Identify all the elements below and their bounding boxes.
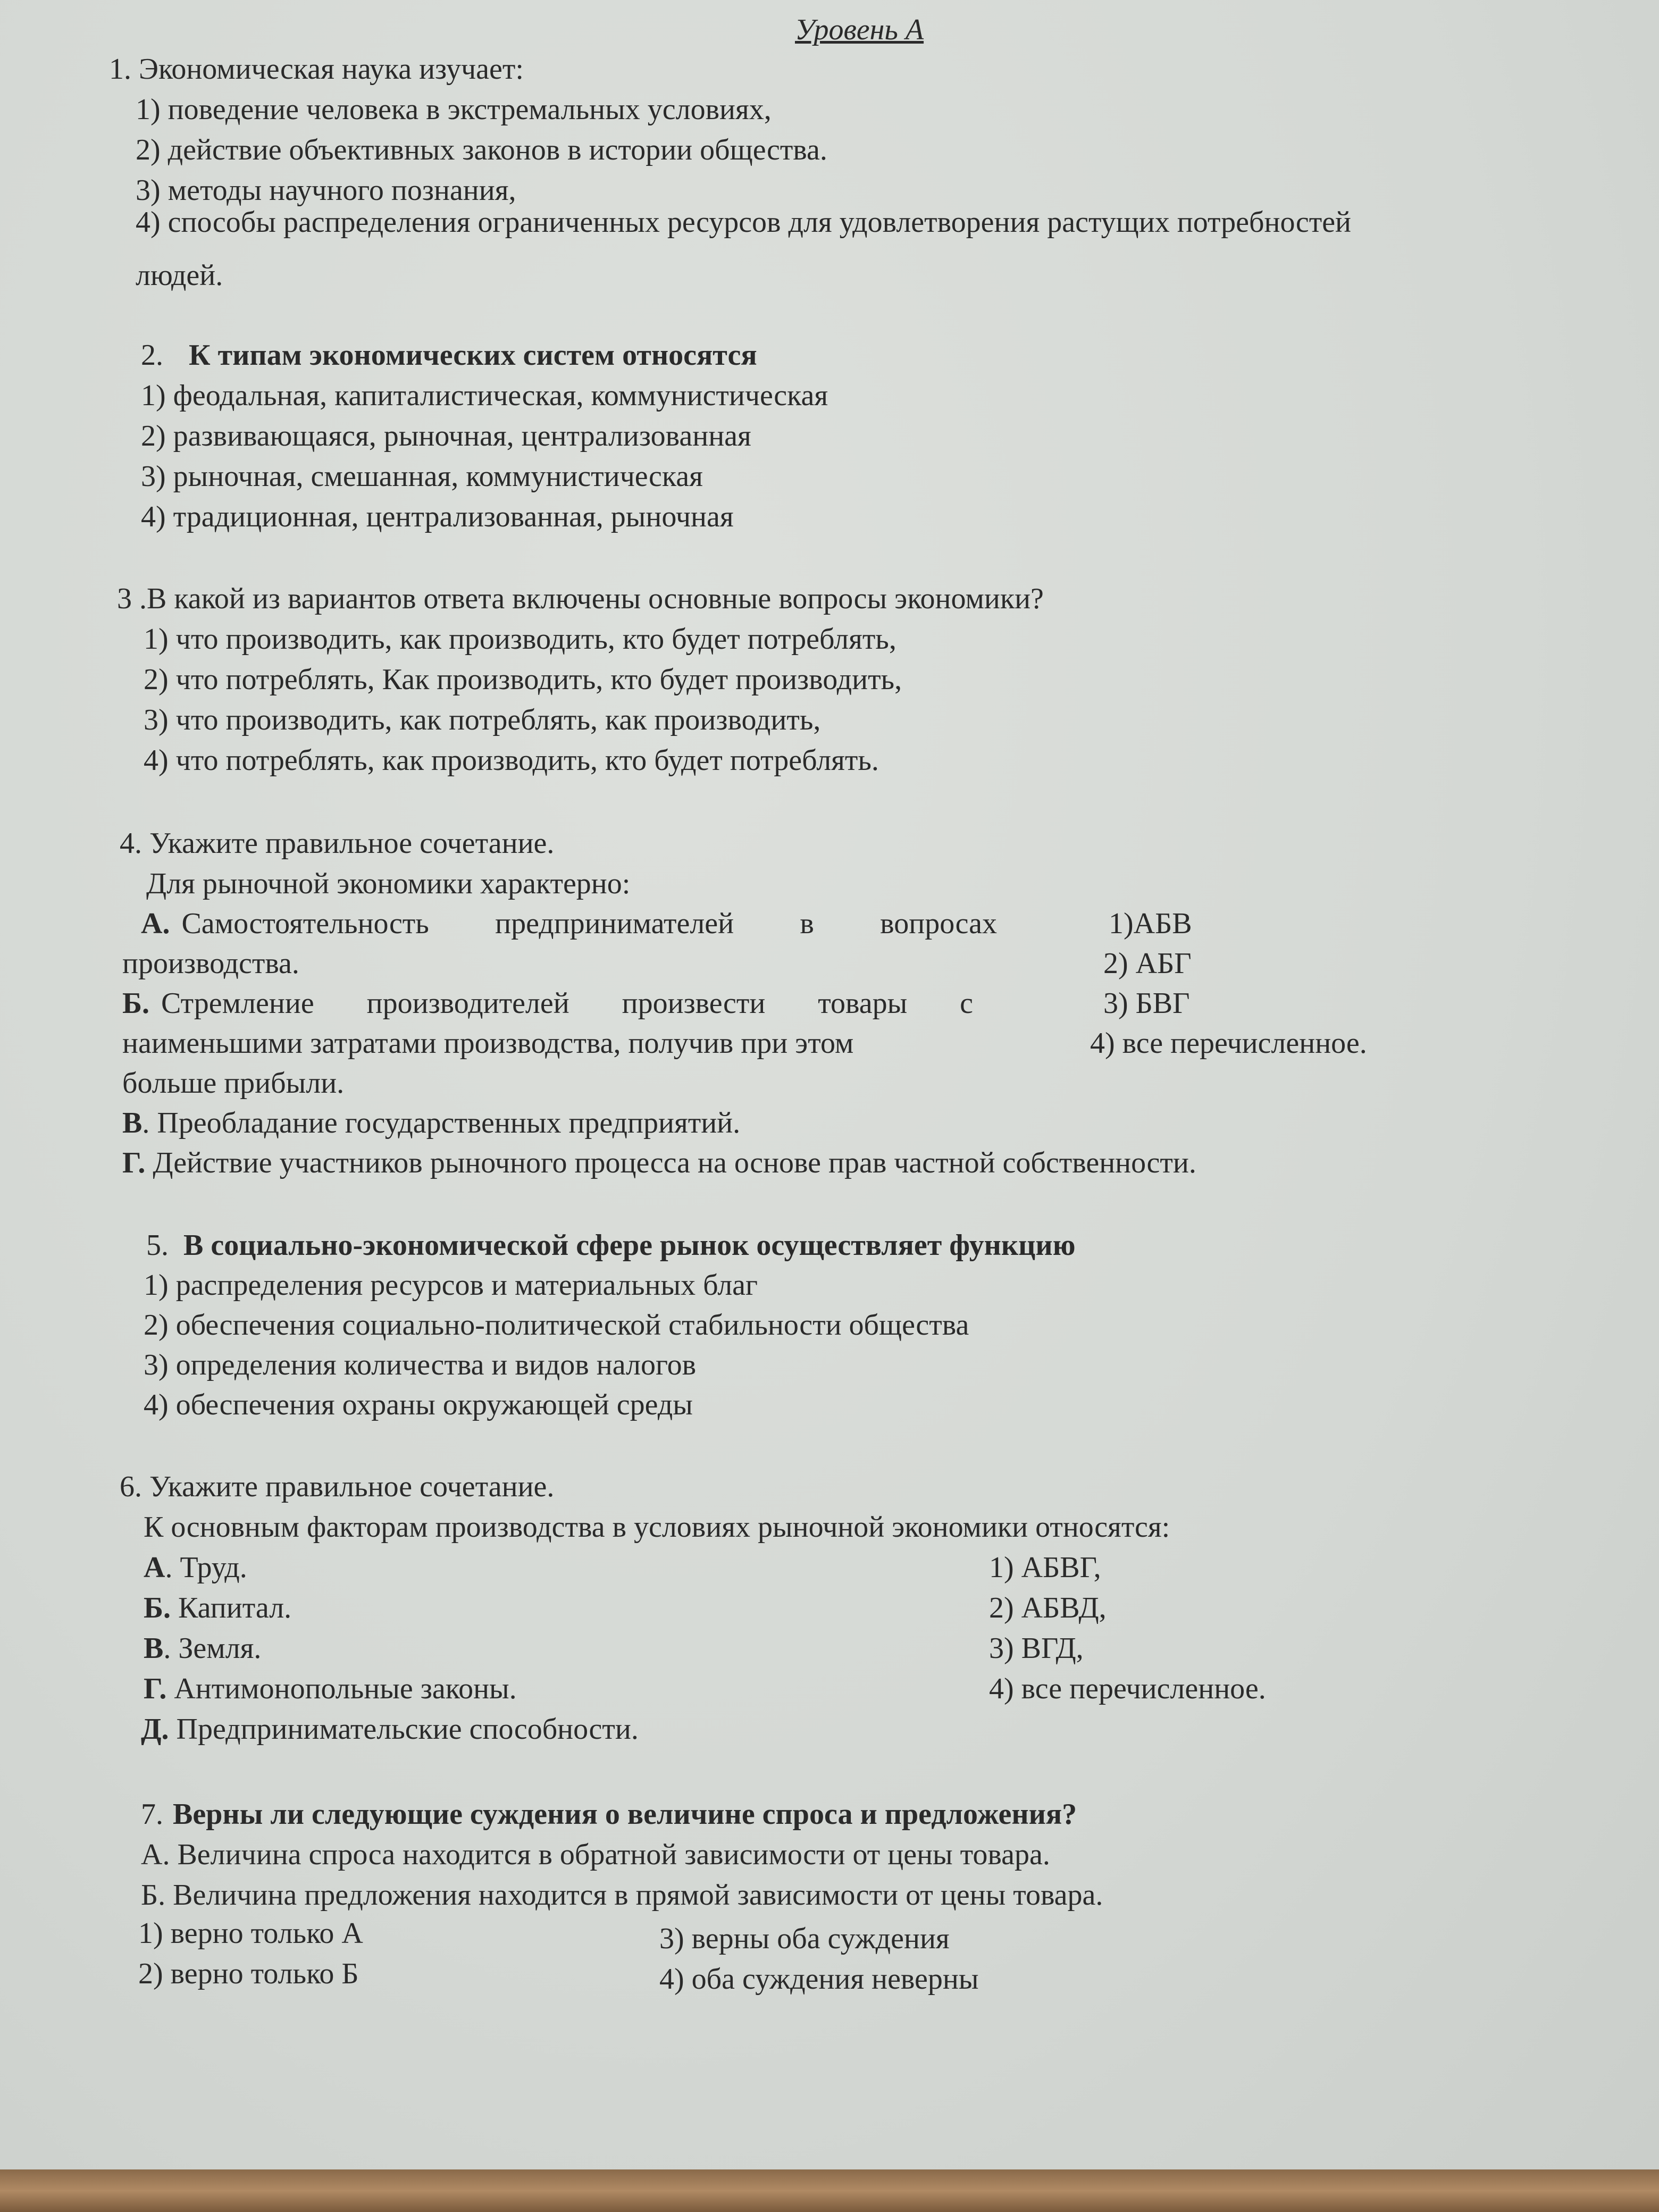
- q6-item-d-text: Антимонопольные законы.: [166, 1672, 517, 1705]
- q6-item-a: [144, 1551, 247, 1585]
- q2-option-2: 2) развивающаяся, рыночная, централизованная: [141, 420, 751, 453]
- q4-item-d: [122, 1146, 1196, 1180]
- q4-item-b-cont-2: больше прибыли.: [122, 1067, 345, 1100]
- q4-item-a: [141, 907, 997, 941]
- q5-option-2: 2) обеспечения социально-политической стабильности общества: [144, 1309, 969, 1342]
- q2-option-3: 3) рыночная, смешанная, коммунистическая: [141, 460, 703, 493]
- q5-option-4: 4) обеспечения охраны окружающей среды: [144, 1388, 693, 1421]
- q3-stem: 3 .В какой из вариантов ответа включены основные вопросы экономики?: [117, 582, 1044, 615]
- q7-option-3: 3) верны оба суждения: [659, 1922, 950, 1955]
- q7-statement-a: А. Величина спроса находится в обратной зависимости от цены товара.: [141, 1838, 1050, 1871]
- q6-answer-2: 2) АБВД,: [989, 1591, 1107, 1624]
- q6-stem: 6. Укажите правильное сочетание.: [120, 1470, 555, 1503]
- q6-item-d-label: Г.: [144, 1672, 167, 1705]
- q6-item-d: [144, 1672, 517, 1706]
- q6-item-a-label: А: [144, 1551, 165, 1584]
- q6-item-c-label: В: [144, 1632, 164, 1665]
- q6-item-b-label: Б.: [144, 1591, 171, 1624]
- q1-option-4-cont: людей.: [136, 259, 223, 292]
- q7-option-2: 2) верно только Б: [138, 1957, 359, 1990]
- q4-item-b: [122, 986, 973, 1020]
- q4-answer-2: 2) АБГ: [1103, 947, 1192, 980]
- q4-answer-3: 3) БВГ: [1103, 987, 1190, 1020]
- q7-option-1: 1) верно только А: [138, 1917, 363, 1950]
- q7-number: 7.: [141, 1798, 163, 1831]
- q4-item-a-text: Самостоятельность предпринимателей в вопросах: [181, 907, 997, 940]
- q3-option-1: 1) что производить, как производить, кто будет потреблять,: [144, 623, 896, 656]
- q6-item-b: [144, 1591, 291, 1625]
- q6-answer-1: 1) АБВГ,: [989, 1551, 1101, 1584]
- q4-answer-4: 4) все перечисленное.: [1090, 1027, 1367, 1060]
- q2-option-1: 1) феодальная, капиталистическая, коммунистическая: [141, 379, 828, 412]
- q4-item-b-label: Б.: [122, 987, 150, 1020]
- q4-item-c-label: В: [122, 1107, 143, 1139]
- q4-stem: 4. Укажите правильное сочетание.: [120, 827, 555, 860]
- q4-item-d-text: Действие участников рыночного процесса на основе прав частной собственности.: [153, 1146, 1196, 1179]
- q1-option-4: 4) способы распределения ограниченных ресурсов для удовлетворения растущих потребностей: [136, 206, 1352, 239]
- q1-option-2: 2) действие объективных законов в истории общества.: [136, 133, 827, 166]
- q4-item-c: [122, 1106, 740, 1140]
- q5-option-1: 1) распределения ресурсов и материальных благ: [144, 1269, 758, 1302]
- q1-stem: 1. Экономическая наука изучает:: [109, 53, 524, 86]
- q5-option-3: 3) определения количества и видов налогов: [144, 1348, 697, 1381]
- q4-sub: Для рыночной экономики характерно:: [146, 867, 631, 900]
- q3-option-3: 3) что производить, как потреблять, как производить,: [144, 703, 821, 736]
- q6-item-e: [141, 1712, 639, 1746]
- q5-stem: В социально-экономической сфере рынок осуществляет функцию: [183, 1229, 1076, 1262]
- q6-item-b-text: Капитал.: [171, 1591, 292, 1624]
- q6-item-e-text: Предпринимательские способности.: [169, 1713, 639, 1746]
- q4-item-b-cont-1: наименьшими затратами производства, получив при этом: [122, 1027, 854, 1060]
- q2-option-4: 4) традиционная, централизованная, рыночная: [141, 500, 734, 533]
- q7-option-4: 4) оба суждения неверны: [659, 1963, 979, 1996]
- q7-statement-b: Б. Величина предложения находится в прямой зависимости от цены товара.: [141, 1879, 1103, 1912]
- q4-item-b-text: Стремление производителей произвести товары с: [161, 987, 973, 1020]
- q6-item-c-text: . Земля.: [163, 1632, 262, 1665]
- table-edge: [0, 2169, 1659, 2212]
- q2-number: 2.: [141, 339, 163, 372]
- q4-item-d-label: Г.: [122, 1146, 146, 1179]
- q6-item-a-text: . Труд.: [165, 1551, 247, 1584]
- q6-item-e-label: Д.: [141, 1713, 169, 1746]
- level-title: Уровень А: [795, 13, 924, 46]
- q1-option-3: 3) методы научного познания,: [136, 174, 516, 207]
- q6-sub: К основным факторам производства в условиях рыночной экономики относятся:: [144, 1511, 1170, 1544]
- q2-stem: К типам экономических систем относятся: [189, 339, 757, 372]
- q6-answer-4: 4) все перечисленное.: [989, 1672, 1266, 1705]
- q3-option-2: 2) что потреблять, Как производить, кто будет производить,: [144, 663, 902, 696]
- q1-option-1: 1) поведение человека в экстремальных условиях,: [136, 93, 772, 126]
- q6-item-c: [144, 1631, 261, 1665]
- q5-number: 5.: [146, 1229, 169, 1262]
- q4-item-a-cont: производства.: [122, 947, 299, 980]
- q6-answer-3: 3) ВГД,: [989, 1632, 1084, 1665]
- q4-item-a-label: А.: [141, 907, 170, 940]
- q4-answer-1: 1)АБВ: [1109, 907, 1192, 940]
- q3-option-4: 4) что потреблять, как производить, кто будет потреблять.: [144, 744, 879, 777]
- q4-item-c-text: . Преобладание государственных предприятий.: [142, 1107, 741, 1139]
- q7-stem: Верны ли следующие суждения о величине спроса и предложения?: [173, 1798, 1077, 1831]
